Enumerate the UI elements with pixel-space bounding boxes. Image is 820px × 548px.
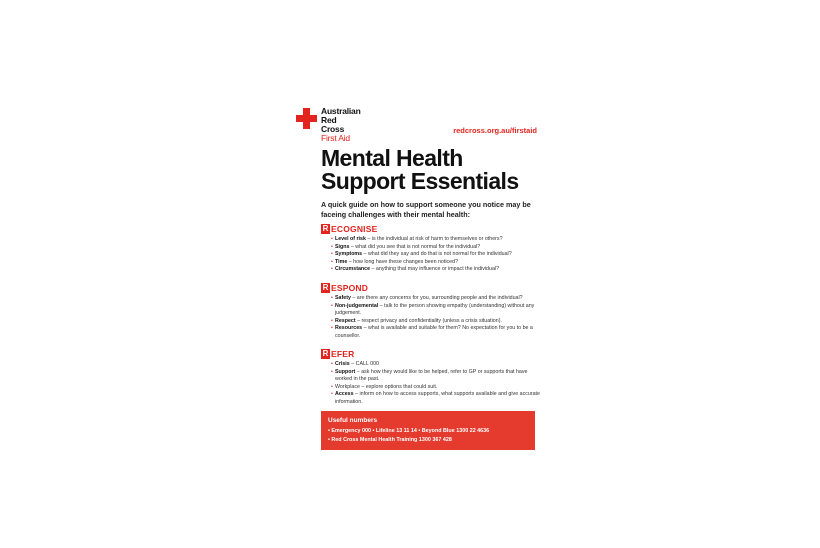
section-letter-badge: R (322, 282, 329, 292)
list-item: • Non-judgemental – talk to the person showing empathy (understanding) without any judgement. (335, 303, 541, 318)
list-item: • Support – ask how they would like to be helped, refer to GP or supports that have worked in the past. (335, 369, 541, 384)
org-line-3: First Aid (321, 133, 350, 143)
list-item: • Time – how long have these changes been noticed? (335, 259, 541, 267)
list-item: • Safety – are there any concerns for you, surrounding people and the individual? (335, 295, 541, 303)
org-name (321, 107, 361, 143)
intro-text: A quick guide on how to support someone you notice may be faceing challenges with their mental health: (321, 200, 531, 219)
org-line-2: Red Cross (321, 115, 345, 134)
section-refer (321, 348, 541, 407)
list-item: • Workplace – explore options that could suit. (335, 384, 541, 392)
list-item: • Access – inform on how to access supports, what supports available and give accurate information. (335, 391, 541, 406)
list-item: • Signs – what did you see that is not normal for the individual? (335, 244, 541, 252)
flyer-page (309, 96, 541, 456)
section-letter-badge: R (322, 223, 329, 233)
website-url: redcross.org.au/firstaid (453, 126, 537, 135)
useful-numbers-panel (321, 411, 535, 450)
section-title: ESPOND (331, 282, 369, 293)
title-line-2: Support Essentials (321, 168, 519, 194)
red-cross-icon (296, 108, 317, 129)
list-item: • Symptoms – what did they say and do that is not normal for the individual? (335, 251, 541, 259)
useful-numbers-title: Useful numbers (328, 417, 378, 424)
list-item: • Crisis – CALL 000 (335, 361, 541, 369)
section-recognise (321, 223, 541, 274)
page-title (321, 147, 519, 193)
list-item: • Resources – what is available and suitable for them? No expectation for you to be a counsellor. (335, 325, 541, 340)
section-letter-badge: R (322, 348, 329, 358)
org-line-1: Australian (321, 106, 361, 116)
section-respond (321, 282, 541, 341)
useful-numbers-line-2: • Red Cross Mental Health Training 1300 367 428 (328, 437, 452, 443)
list-item: • Level of risk – is the individual at risk of harm to themselves or others? (335, 236, 541, 244)
title-line-1: Mental Health (321, 145, 463, 171)
list-item: • Circumstance – anything that may influence or impact the individual? (335, 266, 541, 274)
useful-numbers-line-1: • Emergency 000 • Lifeline 13 11 14 • Beyond Blue 1300 22 4636 (328, 428, 490, 434)
list-item: • Respect – respect privacy and confidentiality (unless a crisis situation). (335, 318, 541, 326)
section-title: ECOGNISE (331, 223, 378, 234)
section-title: EFER (331, 348, 355, 359)
